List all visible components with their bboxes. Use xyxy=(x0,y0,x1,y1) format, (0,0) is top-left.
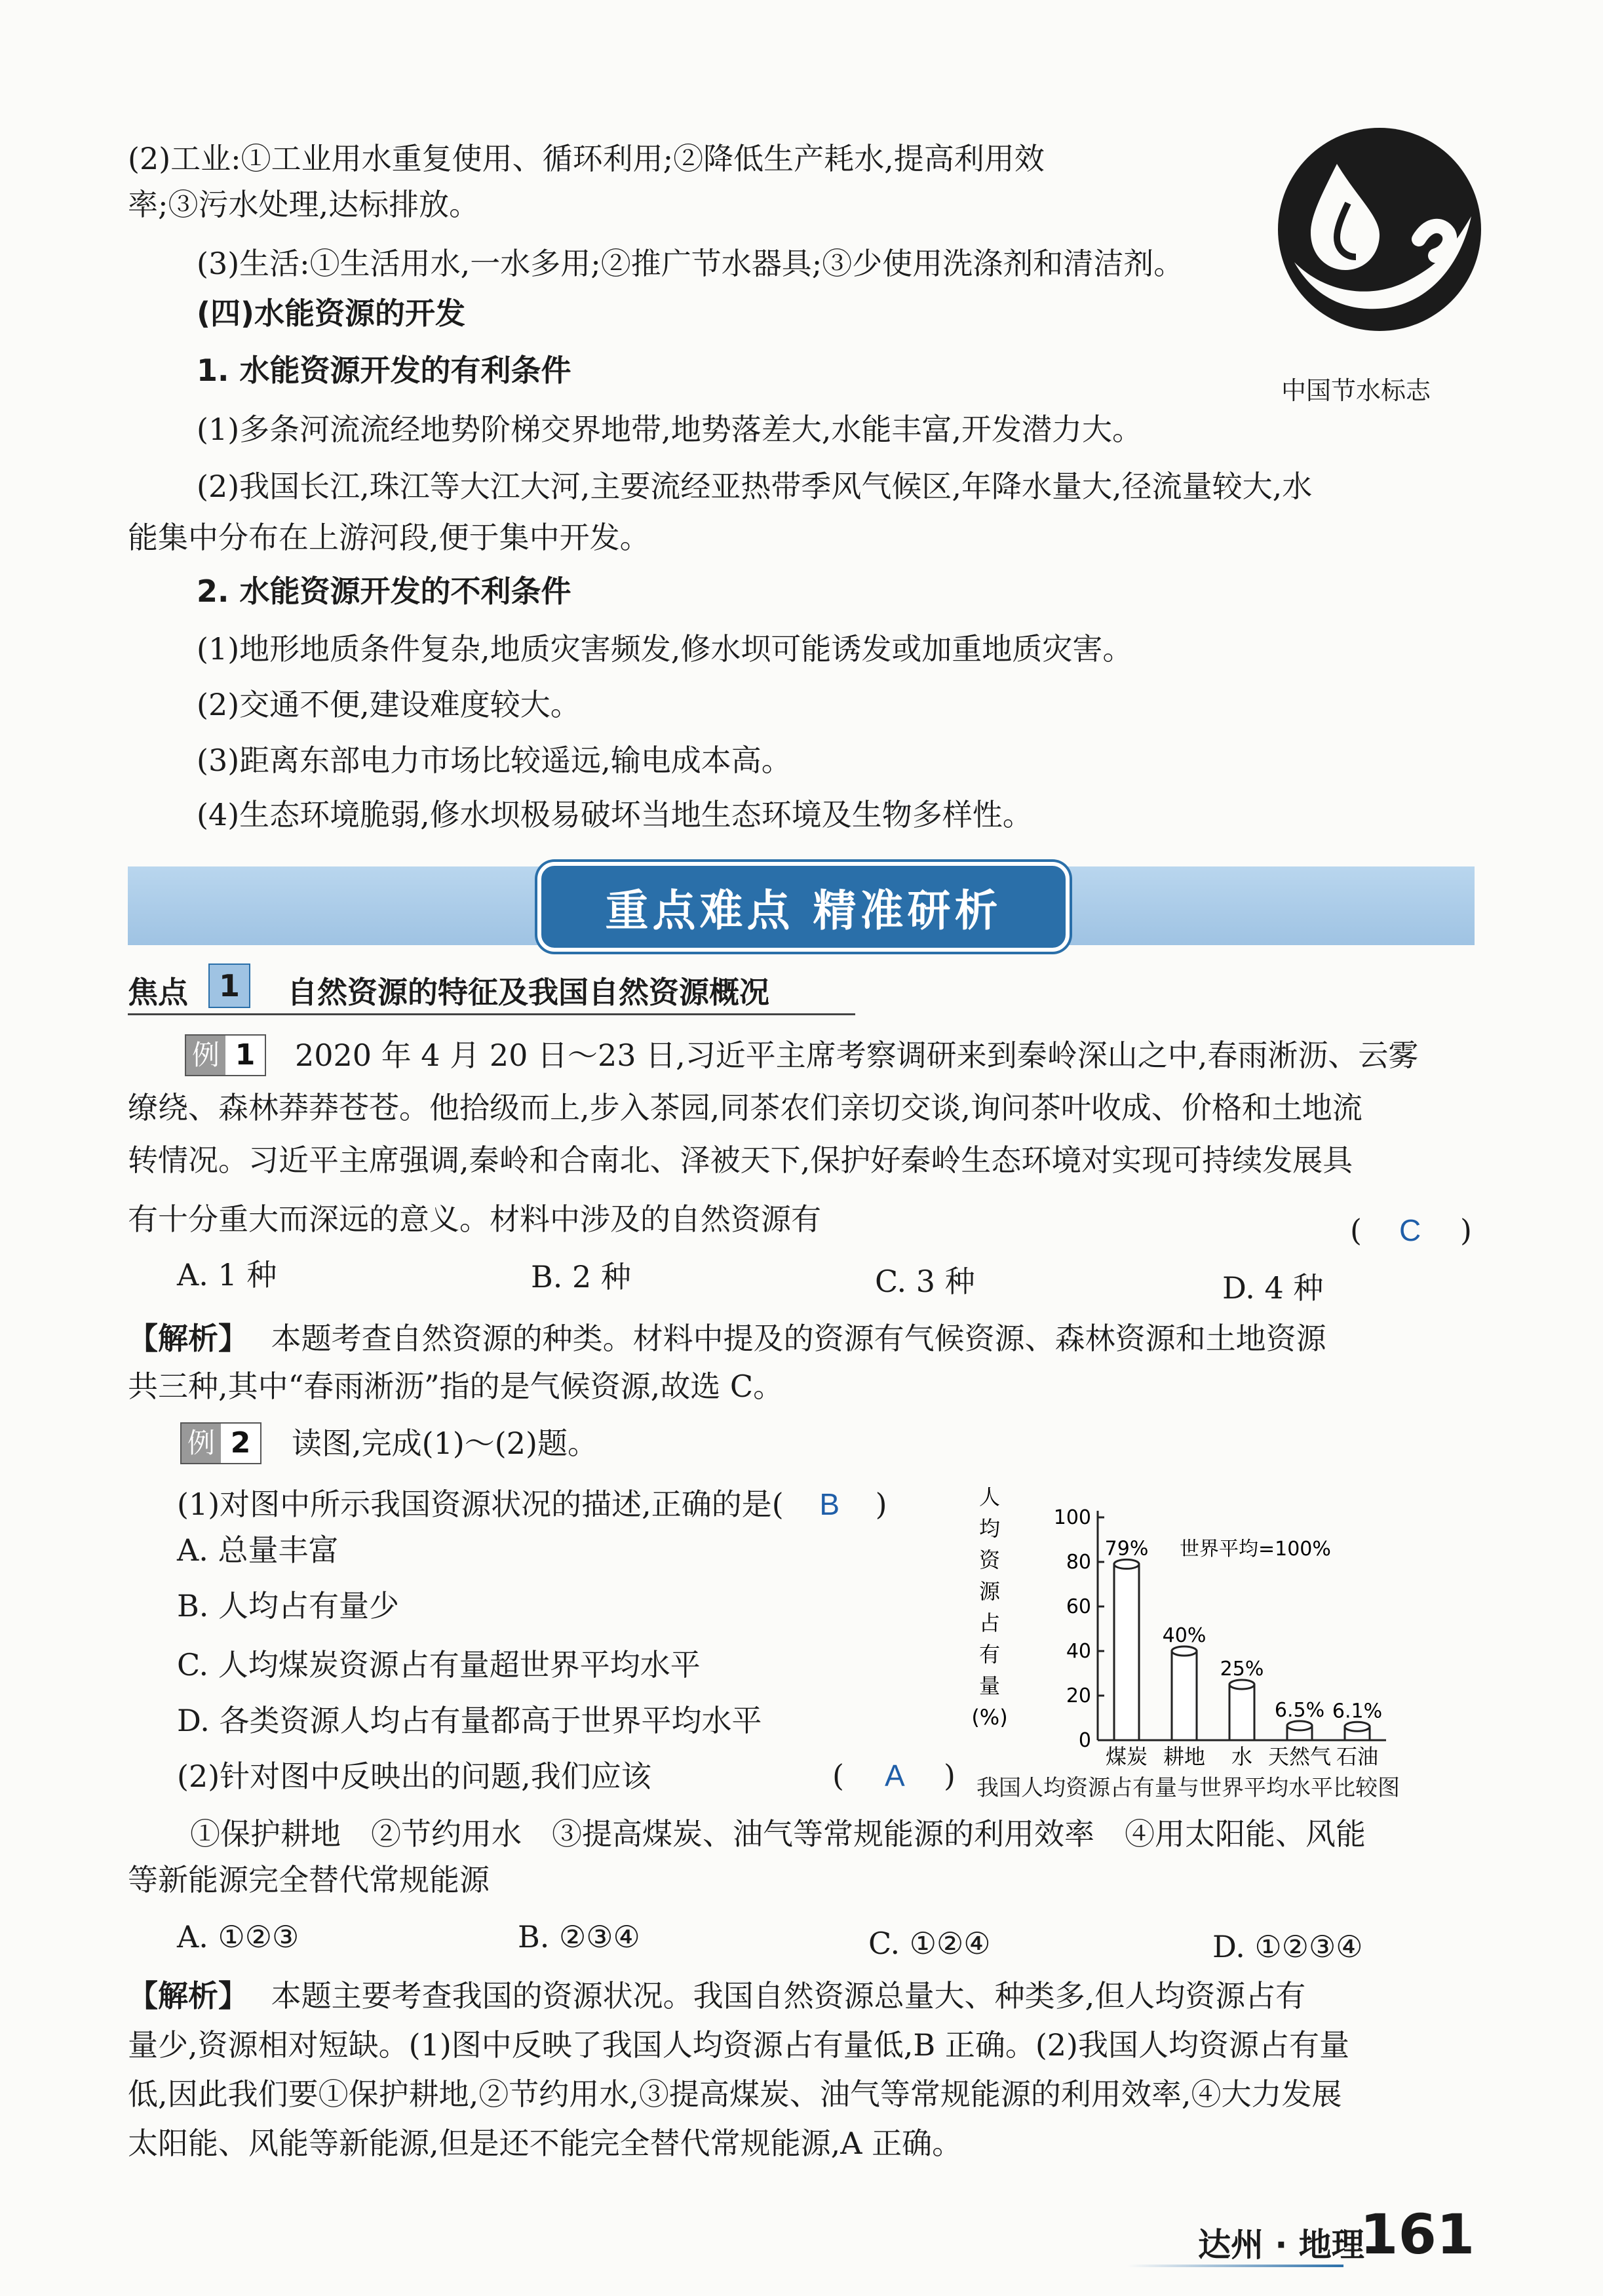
option-b: B. 人均占有量少 xyxy=(177,1588,400,1624)
x-tick-label: 水 xyxy=(1231,1744,1253,1766)
option-d: D. 4 种 xyxy=(1222,1270,1324,1306)
analysis-tag: 【解析】 xyxy=(128,1978,248,2014)
text-line: (2)我国长江,珠江等大江大河,主要流经亚热带季风气候区,年降水量大,径流量较大,水 xyxy=(197,469,1313,504)
statement-line: ①保护耕地 ②节约用水 ③提高煤炭、油气等常规能源的利用效率 ④用太阳能、风能 xyxy=(190,1816,1366,1852)
bar-value-label: 25% xyxy=(1220,1658,1264,1681)
example-label: 例 xyxy=(186,1036,225,1075)
water-saving-logo xyxy=(1275,125,1484,334)
chart-title: 我国人均资源占有量与世界平均水平比较图 xyxy=(976,1775,1400,1801)
analysis-tag: 【解析】 xyxy=(128,1321,248,1356)
bar-top xyxy=(1229,1680,1254,1689)
x-tick-label: 煤炭 xyxy=(1105,1744,1148,1766)
y-tick-label: 60 xyxy=(1066,1595,1091,1618)
question-text: 转情况。习近平主席强调,秦岭和合南北、泽被天下,保护好秦岭生态环境对实现可持续发展具 xyxy=(128,1142,1353,1178)
bar-value-label: 6.5% xyxy=(1274,1698,1325,1722)
y-tick-label: 100 xyxy=(1053,1506,1091,1529)
chart-annotation: 世界平均=100% xyxy=(1180,1538,1331,1561)
option-c: C. 人均煤炭资源占有量超世界平均水平 xyxy=(177,1647,701,1683)
y-axis-label: 量 xyxy=(978,1673,1001,1698)
text-line: (3)距离东部电力市场比较遥远,输电成本高。 xyxy=(197,743,792,778)
bar xyxy=(1172,1651,1197,1740)
answer-paren-left: ( xyxy=(1350,1213,1362,1248)
analysis-line xyxy=(128,1319,1326,1358)
bar-top xyxy=(1345,1722,1370,1731)
option-c: C. 3 种 xyxy=(875,1264,975,1299)
option-a: A. 1 种 xyxy=(177,1257,277,1293)
sub-question-text: (1)对图中所示我国资源状况的描述,正确的是( xyxy=(177,1487,784,1522)
bar-value-label: 40% xyxy=(1162,1624,1207,1647)
question-text: 缭绕、森林莽莽苍苍。他拾级而上,步入茶园,同茶农们亲切交谈,询问茶叶收成、价格和土地流 xyxy=(128,1090,1362,1125)
option-a: A. 总量丰富 xyxy=(177,1532,339,1568)
analysis-text: 太阳能、风能等新能源,但是还不能完全替代常规能源,A 正确。 xyxy=(128,2126,963,2161)
option-a: A. ①②③ xyxy=(177,1919,299,1955)
bar-top xyxy=(1172,1646,1197,1656)
y-tick-label: 0 xyxy=(1078,1729,1091,1752)
text-line: 能集中分布在上游河段,便于集中开发。 xyxy=(128,520,650,555)
option-d: D. 各类资源人均占有量都高于世界平均水平 xyxy=(177,1703,762,1738)
answer-value: C xyxy=(1399,1213,1421,1247)
banner-title: 重点难点 精准研析 xyxy=(605,885,1002,936)
focus-label: 焦点 xyxy=(128,975,188,1010)
text-line: (1)多条河流流经地势阶梯交界地带,地势落差大,水能丰富,开发潜力大。 xyxy=(197,412,1143,447)
text-line: (2)交通不便,建设难度较大。 xyxy=(197,687,581,722)
sub-question-text: (2)针对图中反映出的问题,我们应该 xyxy=(177,1759,651,1794)
statement-line: 等新能源完全替代常规能源 xyxy=(128,1862,490,1897)
logo-caption: 中国节水标志 xyxy=(1281,376,1431,405)
option-b: B. 2 种 xyxy=(531,1259,631,1294)
section-heading: (四)水能资源的开发 xyxy=(197,296,466,331)
analysis-text: 本题主要考查我国的资源状况。我国自然资源总量大、种类多,但人均资源占有 xyxy=(271,1978,1306,2014)
y-axis-label: 源 xyxy=(978,1579,1001,1604)
text-line: (3)生活:①生活用水,一水多用;②推广节水器具;③少使用洗涤剂和清洁剂。 xyxy=(197,246,1184,281)
example-number: 1 xyxy=(225,1036,265,1075)
bar xyxy=(1114,1564,1139,1740)
option-b: B. ②③④ xyxy=(518,1919,640,1955)
analysis-text: 量少,资源相对短缺。(1)图中反映了我国人均资源占有量低,B 正确。(2)我国人均资源占有量 xyxy=(128,2027,1349,2063)
bar xyxy=(1229,1684,1254,1740)
y-axis-label: 人 xyxy=(978,1485,1001,1509)
x-tick-label: 石油 xyxy=(1336,1744,1379,1766)
question-intro: 读图,完成(1)～(2)题。 xyxy=(292,1426,598,1461)
example-tag xyxy=(185,1034,266,1076)
subsection-heading: 1. 水能资源开发的有利条件 xyxy=(197,353,571,388)
bar-top xyxy=(1114,1559,1139,1568)
y-axis-label: 有 xyxy=(978,1642,1001,1667)
text-line: (1)地形地质条件复杂,地质灾害频发,修水坝可能诱发或加重地质灾害。 xyxy=(197,631,1133,667)
bar-value-label: 79% xyxy=(1104,1537,1149,1561)
analysis-text: 本题考查自然资源的种类。材料中提及的资源有气候资源、森林资源和土地资源 xyxy=(271,1321,1326,1356)
answer-value: A xyxy=(885,1759,905,1793)
analysis-text: 低,因此我们要①保护耕地,②节约用水,③提高煤炭、油气等常规能源的利用效率,④大力发展 xyxy=(128,2076,1342,2112)
sub-question xyxy=(177,1485,887,1524)
divider xyxy=(128,1013,855,1015)
answer-paren-right: ) xyxy=(875,1487,887,1522)
bar-top xyxy=(1287,1721,1312,1730)
page-number: 161 xyxy=(1360,2202,1475,2267)
bar-value-label: 6.1% xyxy=(1332,1700,1383,1723)
example-number: 2 xyxy=(221,1424,260,1463)
example-label: 例 xyxy=(182,1424,221,1463)
focus-number: 1 xyxy=(208,963,250,1008)
y-axis-label: 资 xyxy=(978,1547,1001,1572)
y-tick-label: 20 xyxy=(1066,1684,1091,1707)
text-line: 率;③污水处理,达标排放。 xyxy=(128,187,480,222)
answer-paren-left: ( xyxy=(832,1758,844,1793)
answer-paren-right: ) xyxy=(944,1758,956,1793)
x-tick-label: 天然气 xyxy=(1267,1744,1332,1766)
text-line: (4)生态环境脆弱,修水坝极易破坏当地生态环境及生物多样性。 xyxy=(197,797,1033,832)
footer-subject: 达州 · 地理 xyxy=(1198,2226,1364,2264)
example-tag xyxy=(180,1422,261,1464)
option-c: C. ①②④ xyxy=(868,1926,991,1961)
y-tick-label: 40 xyxy=(1066,1640,1091,1663)
option-d: D. ①②③④ xyxy=(1212,1929,1363,1964)
footer-decoration xyxy=(1127,2265,1343,2267)
focus-title: 自然资源的特征及我国自然资源概况 xyxy=(287,975,769,1010)
y-tick-label: 80 xyxy=(1066,1551,1091,1574)
answer-value: B xyxy=(819,1487,840,1521)
y-axis-label: (%) xyxy=(971,1705,1008,1730)
analysis-text: 共三种,其中“春雨淅沥”指的是气候资源,故选 C。 xyxy=(128,1369,784,1404)
question-text: 有十分重大而深远的意义。材料中涉及的自然资源有 xyxy=(128,1201,821,1237)
resource-bar-chart xyxy=(970,1478,1389,1766)
y-axis-label: 均 xyxy=(978,1516,1001,1541)
x-tick-label: 耕地 xyxy=(1163,1744,1206,1766)
question-text: 2020 年 4 月 20 日～23 日,习近平主席考察调研来到秦岭深山之中,春雨淅沥、云雾 xyxy=(295,1038,1419,1073)
analysis-line xyxy=(128,1976,1305,2015)
water-drop-hand-icon xyxy=(1275,125,1484,334)
y-axis-label: 占 xyxy=(978,1610,1001,1635)
subsection-heading: 2. 水能资源开发的不利条件 xyxy=(197,574,571,609)
text-line: (2)工业:①工业用水重复使用、循环利用;②降低生产耗水,提高利用效 xyxy=(128,141,1045,176)
answer-paren-right: ) xyxy=(1460,1213,1472,1248)
